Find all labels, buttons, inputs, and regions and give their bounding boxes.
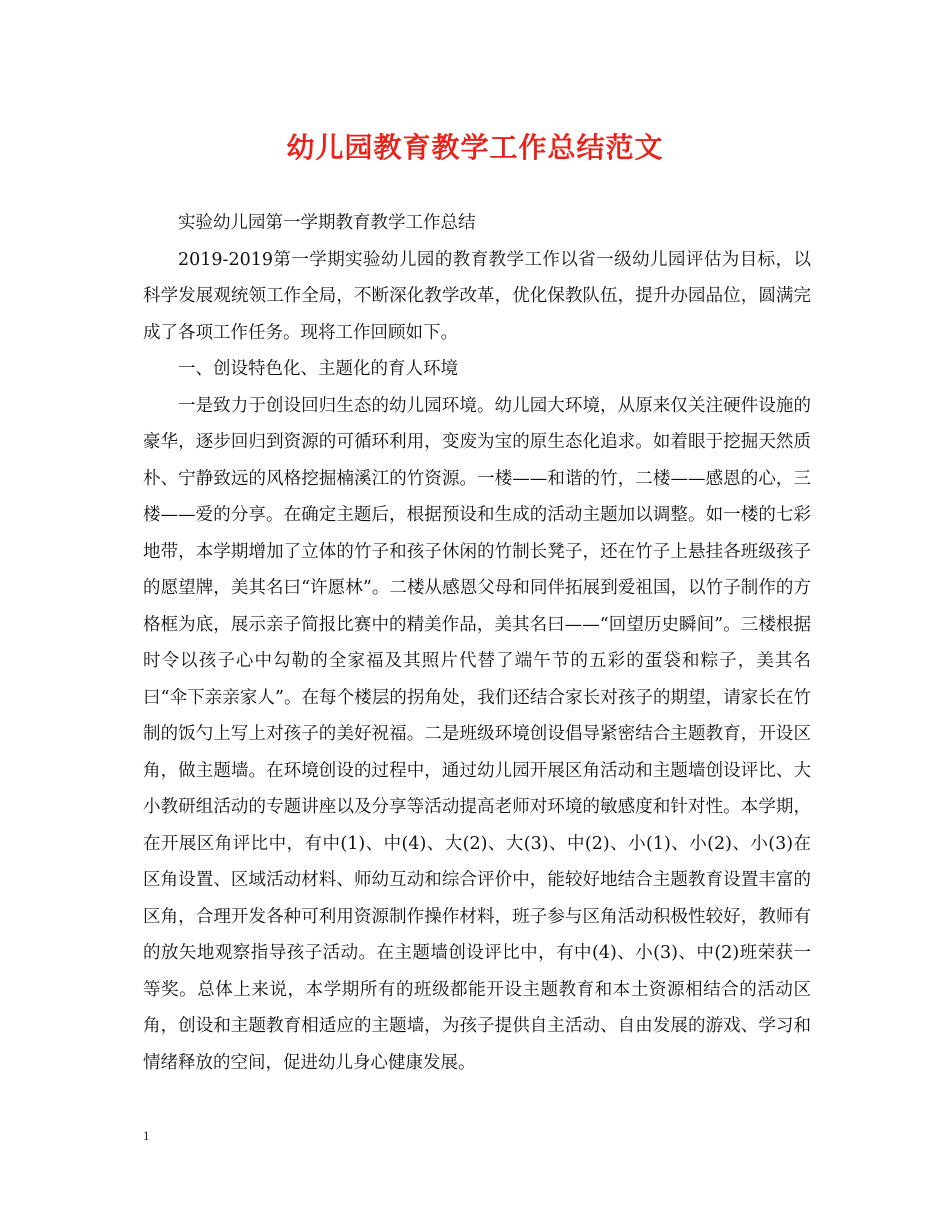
page-number: 1 [143,1128,150,1143]
body-paragraph: 一是致力于创设回归生态的幼儿园环境。幼儿园大环境，从原来仅关注硬件设施的豪华，逐步回归到资源的可循环利用，变废为宝的原生态化追求。如着眼于挖掘天然质朴、宁静致远的风格挖掘楠溪江的竹资源。一楼——和谐的竹，二楼——感恩的心，三楼——爱的分享。在确定主题后，根据预设和生成的活动主题加以调整。如一楼的七彩地带，本学期增加了立体的竹子和孩子休闲的竹制长凳子，还在竹子上悬挂各班级孩子的愿望牌，美其名曰“许愿林”。二楼从感恩父母和同伴拓展到爱祖国，以竹子制作的方格框为底，展示亲子简报比赛中的精美作品，美其名曰——“回望历史瞬间”。三楼根据时令以孩子心中勾勒的全家福及其照片代替了端午节的五彩的蛋袋和粽子，美其名曰“伞下亲亲家人”。在每个楼层的拐角处，我们还结合家长对孩子的期望，请家长在竹制的饭勺上写上对孩子的美好祝福。二是班级环境创设倡导紧密结合主题教育，开设区角，做主题墙。在环境创设的过程中，通过幼儿园开展区角活动和主题墙创设评比、大小教研组活动的专题讲座以及分享等活动提高老师对环境的敏感度和针对性。本学期，在开展区角评比中，有中(1)、中(4)、大(2)、大(3)、中(2)、小(1)、小(2)、小(3)在区角设置、区域活动材料、师幼互动和综合评价中，能较好地结合主题教育设置丰富的区角，合理开发各种可利用资源制作操作材料，班子参与区角活动积极性较好，教师有的放矢地观察指导孩子活动。在主题墙创设评比中，有中(4)、小(3)、中(2)班荣获一等奖。总体上来说，本学期所有的班级都能开设主题教育和本土资源相结合的活动区角，创设和主题教育相适应的主题墙，为孩子提供自主活动、自由发展的游戏、学习和情绪释放的空间，促进幼儿身心健康发展。 [143,395,811,1073]
intro-paragraph: 2019-2019第一学期实验幼儿园的教育教学工作以省一级幼儿园评估为目标，以科学发展观统领工作全局，不断深化教学改革，优化保教队伍，提升办园品位，圆满完成了各项工作任务。现将工作回顾如下。 [143,249,811,343]
subtitle-paragraph: 实验幼儿园第一学期教育教学工作总结 [178,213,476,233]
section-heading: 一、创设特色化、主题化的育人环境 [178,359,458,379]
document-body [143,205,811,1081]
document-title: 幼儿园教育教学工作总结范文 [286,131,664,164]
